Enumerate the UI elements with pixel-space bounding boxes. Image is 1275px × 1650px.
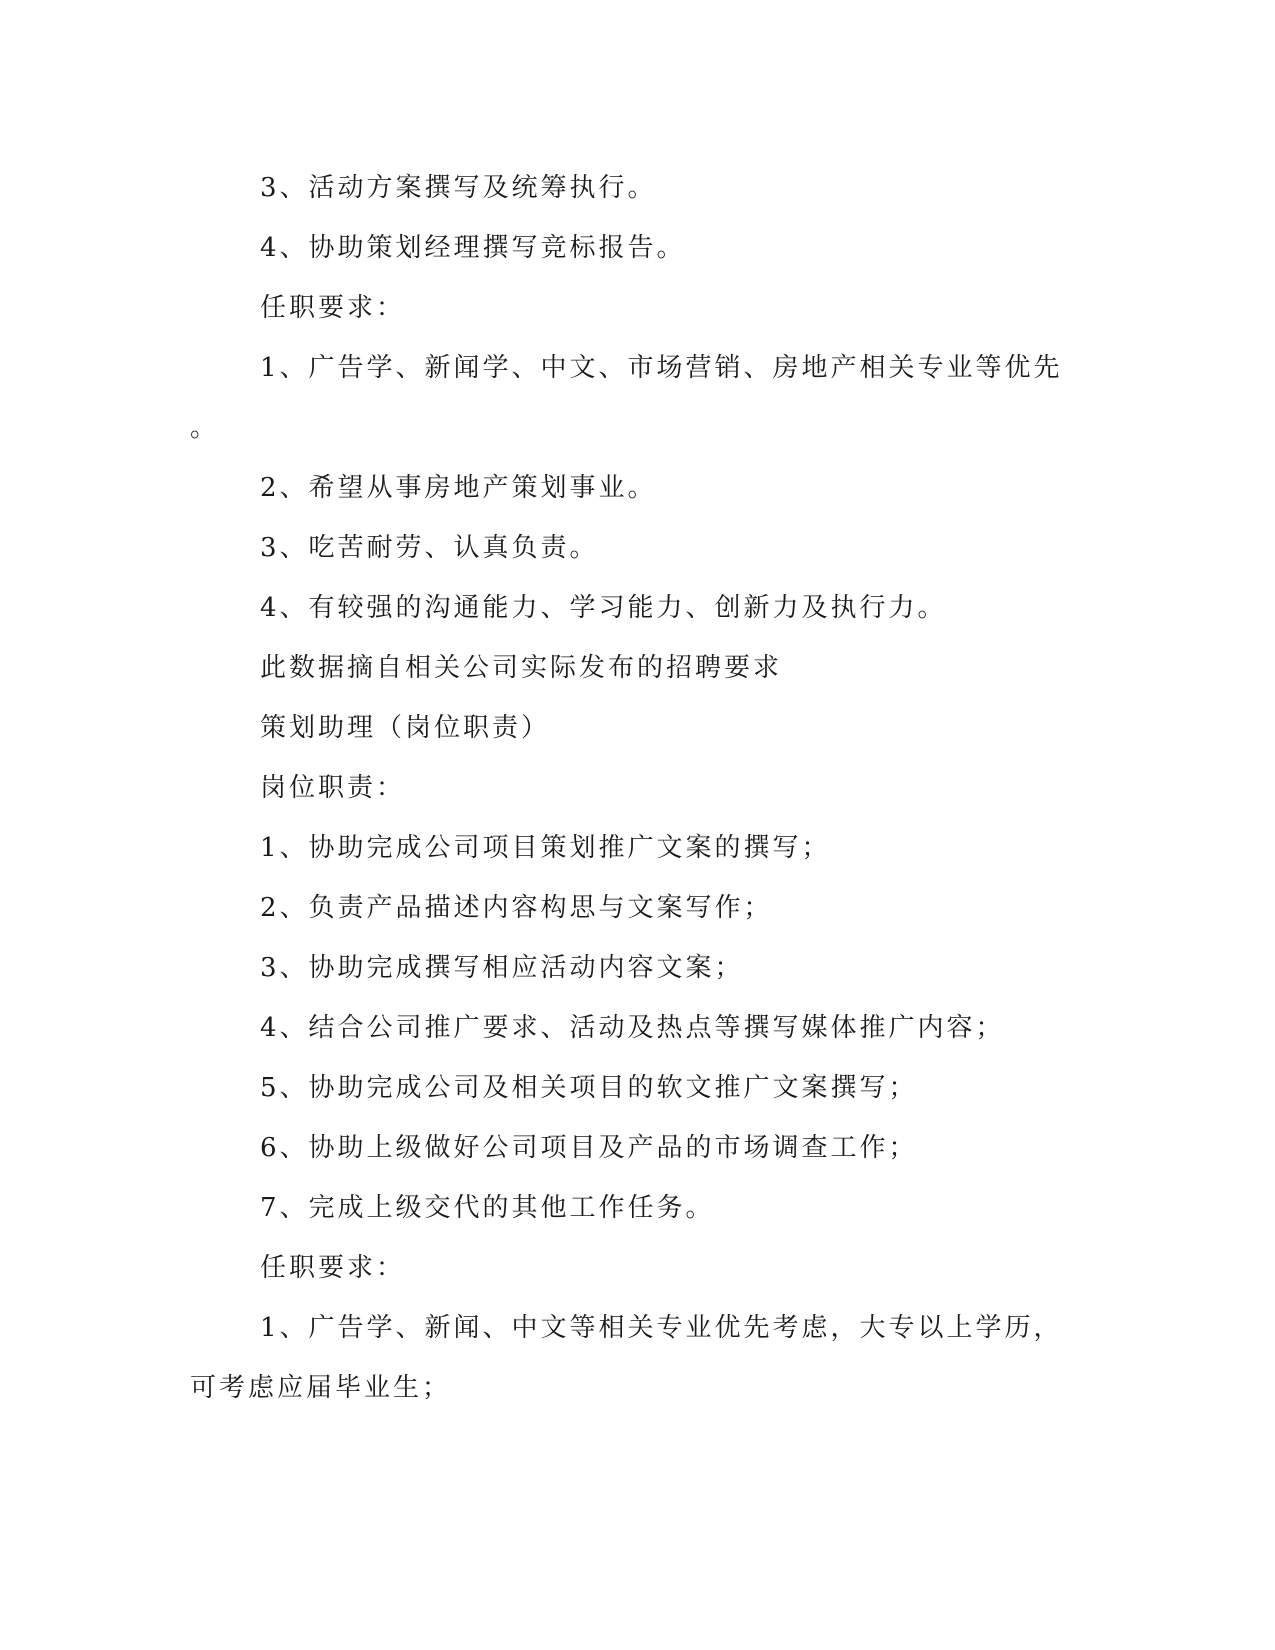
text-line: 3、协助完成撰写相应活动内容文案； <box>260 953 744 983</box>
text-line: 1、广告学、新闻、中文等相关专业优先考虑，大专以上学历， <box>260 1313 1063 1343</box>
text-line: 5、协助完成公司及相关项目的软文推广文案撰写； <box>260 1073 918 1103</box>
text-line: 3、吃苦耐劳、认真负责。 <box>260 533 599 563</box>
text-line: 1、广告学、新闻学、中文、市场营销、房地产相关专业等优先 <box>260 353 1063 383</box>
document-body <box>190 158 1070 1418</box>
text-line: 2、负责产品描述内容构思与文案写作； <box>260 893 773 923</box>
text-line: 6、协助上级做好公司项目及产品的市场调查工作； <box>260 1133 918 1163</box>
text-line-continuation: 可考虑应届毕业生； <box>190 1373 452 1403</box>
text-line: 4、协助策划经理撰写竞标报告。 <box>260 233 686 263</box>
text-line: 3、活动方案撰写及统筹执行。 <box>260 173 657 203</box>
text-line-continuation: 。 <box>190 413 220 443</box>
section-title: 策划助理（岗位职责） <box>260 713 551 743</box>
section-heading: 任职要求： <box>260 1253 406 1283</box>
text-line: 2、希望从事房地产策划事业。 <box>260 473 657 503</box>
source-note: 此数据摘自相关公司实际发布的招聘要求 <box>260 653 783 683</box>
text-line: 7、完成上级交代的其他工作任务。 <box>260 1193 715 1223</box>
section-heading: 任职要求： <box>260 293 406 323</box>
text-line: 4、结合公司推广要求、活动及热点等撰写媒体推广内容； <box>260 1013 1005 1043</box>
text-line: 1、协助完成公司项目策划推广文案的撰写； <box>260 833 831 863</box>
section-heading: 岗位职责： <box>260 773 406 803</box>
text-line: 4、有较强的沟通能力、学习能力、创新力及执行力。 <box>260 593 947 623</box>
